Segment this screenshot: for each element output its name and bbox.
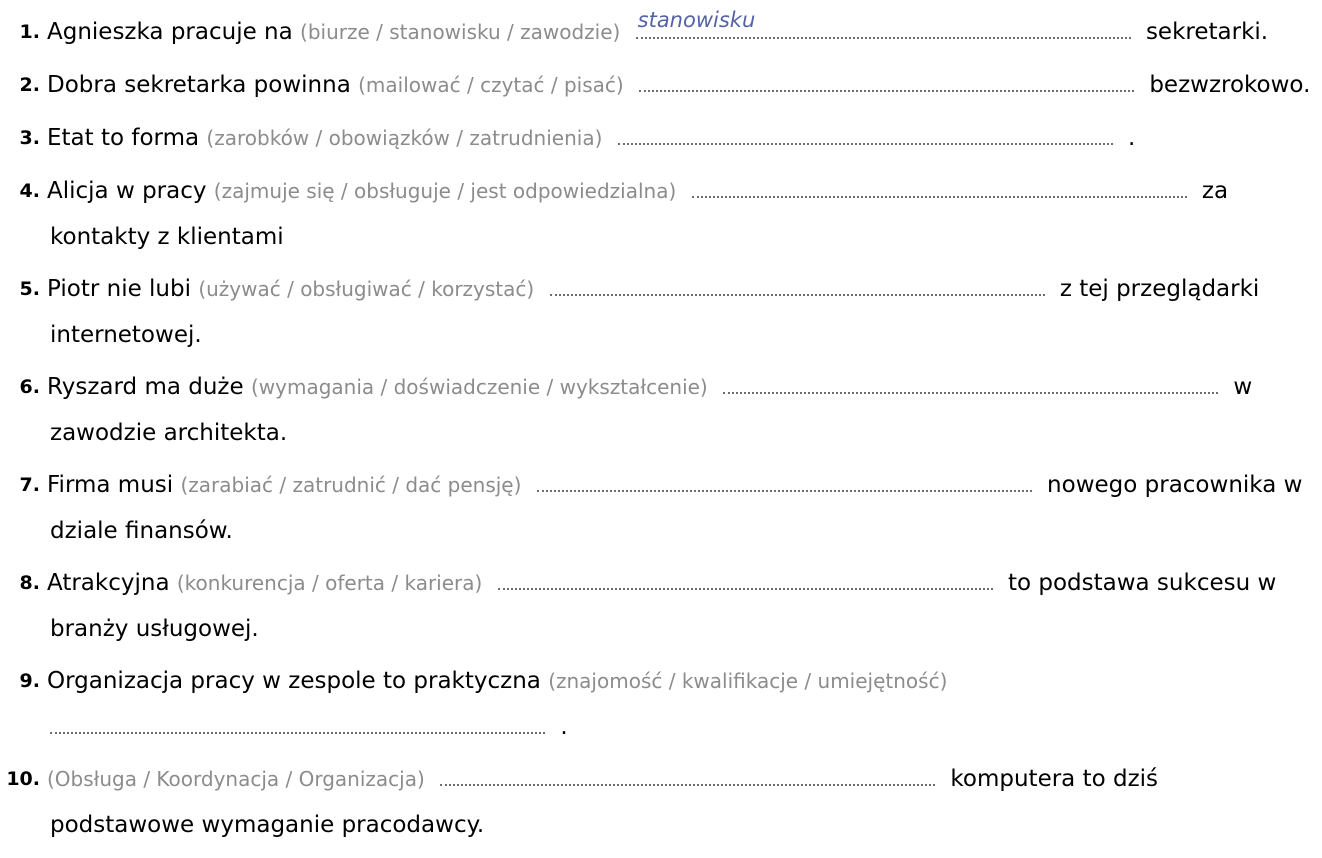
sentence-end: sekretarki.	[1145, 19, 1269, 45]
item-number: 10.	[6, 768, 40, 790]
sentence-end: za	[1201, 178, 1229, 204]
sentence-start: Firma musi	[47, 472, 174, 498]
answer-blank[interactable]	[692, 172, 1187, 198]
sentence-start: Ryszard ma duże	[47, 374, 244, 400]
sentence-start: Dobra sekretarka powinna	[47, 72, 351, 98]
answer-blank[interactable]	[498, 564, 993, 590]
sentence-start: Organizacja pracy w zespole to praktyczna	[47, 668, 541, 694]
item-line	[47, 62, 1310, 108]
answer-options: (wymagania / doświadczenie / wykształcenie)	[250, 375, 708, 399]
answer-options: (konkurencja / oferta / kariera)	[176, 571, 483, 595]
item-line	[47, 364, 1252, 410]
answer-options: (biurze / stanowisku / zawodzie)	[300, 20, 621, 44]
item-line	[47, 115, 1135, 161]
sentence-start: Etat to forma	[47, 125, 200, 151]
handwritten-answer: stanowisku	[637, 8, 756, 32]
item-line-continued: dziale finansów.	[50, 518, 233, 544]
item-number: 3.	[19, 127, 40, 149]
item-number: 6.	[19, 376, 40, 398]
sentence-start: Agnieszka pracuje na	[47, 19, 293, 45]
answer-options: (Obsługa / Koordynacja / Organizacja)	[47, 767, 425, 791]
sentence-end: bezwzrokowo.	[1149, 72, 1311, 98]
answer-options: (znajomość / kwalifikacje / umiejętność)	[548, 669, 948, 693]
item-line	[47, 168, 1228, 214]
item-number: 2.	[19, 74, 40, 96]
answer-blank[interactable]	[636, 8, 1131, 39]
sentence-end: z tej przeglądarki	[1059, 276, 1260, 302]
item-number: 5.	[19, 278, 40, 300]
item-line	[47, 560, 1276, 606]
answer-blank[interactable]	[618, 119, 1113, 145]
item-line	[47, 658, 947, 704]
item-line-continued: kontakty z klientami	[50, 224, 284, 250]
answer-options: (używać / obsługiwać / korzystać)	[198, 277, 535, 301]
answer-options: (zajmuje się / obsługuje / jest odpowiedzialna)	[213, 179, 677, 203]
sentence-start: Atrakcyjna	[47, 570, 170, 596]
item-line	[47, 756, 1158, 802]
answer-blank[interactable]	[537, 466, 1032, 492]
answer-options: (mailować / czytać / pisać)	[358, 73, 624, 97]
item-line	[47, 462, 1302, 508]
item-number: 4.	[19, 180, 40, 202]
item-line-continued: zawodzie architekta.	[50, 420, 288, 446]
item-line	[47, 9, 1268, 55]
item-line-continued	[50, 704, 568, 750]
answer-blank[interactable]	[550, 270, 1045, 296]
sentence-end: nowego pracownika w	[1047, 472, 1303, 498]
item-line	[47, 266, 1259, 312]
sentence-end: komputera to dziś	[950, 766, 1159, 792]
item-number: 8.	[19, 572, 40, 594]
sentence-start: Alicja w pracy	[47, 178, 207, 204]
item-number: 7.	[19, 474, 40, 496]
sentence-end: w	[1233, 374, 1253, 400]
item-line-continued: internetowej.	[50, 322, 202, 348]
answer-options: (zarobków / obowiązków / zatrudnienia)	[206, 126, 603, 150]
sentence-end: .	[560, 714, 568, 740]
item-number: 9.	[19, 670, 40, 692]
item-line-continued: podstawowe wymaganie pracodawcy.	[50, 812, 485, 838]
answer-blank[interactable]	[723, 368, 1218, 394]
item-line-continued: branży usługowej.	[50, 616, 259, 642]
sentence-start: Piotr nie lubi	[47, 276, 191, 302]
answer-blank[interactable]	[50, 708, 545, 734]
sentence-end: .	[1128, 125, 1136, 151]
item-number: 1.	[19, 21, 40, 43]
answer-options: (zarabiać / zatrudnić / dać pensję)	[180, 473, 522, 497]
answer-blank[interactable]	[440, 760, 935, 786]
sentence-end: to podstawa sukcesu w	[1007, 570, 1277, 596]
answer-blank[interactable]	[639, 66, 1134, 92]
